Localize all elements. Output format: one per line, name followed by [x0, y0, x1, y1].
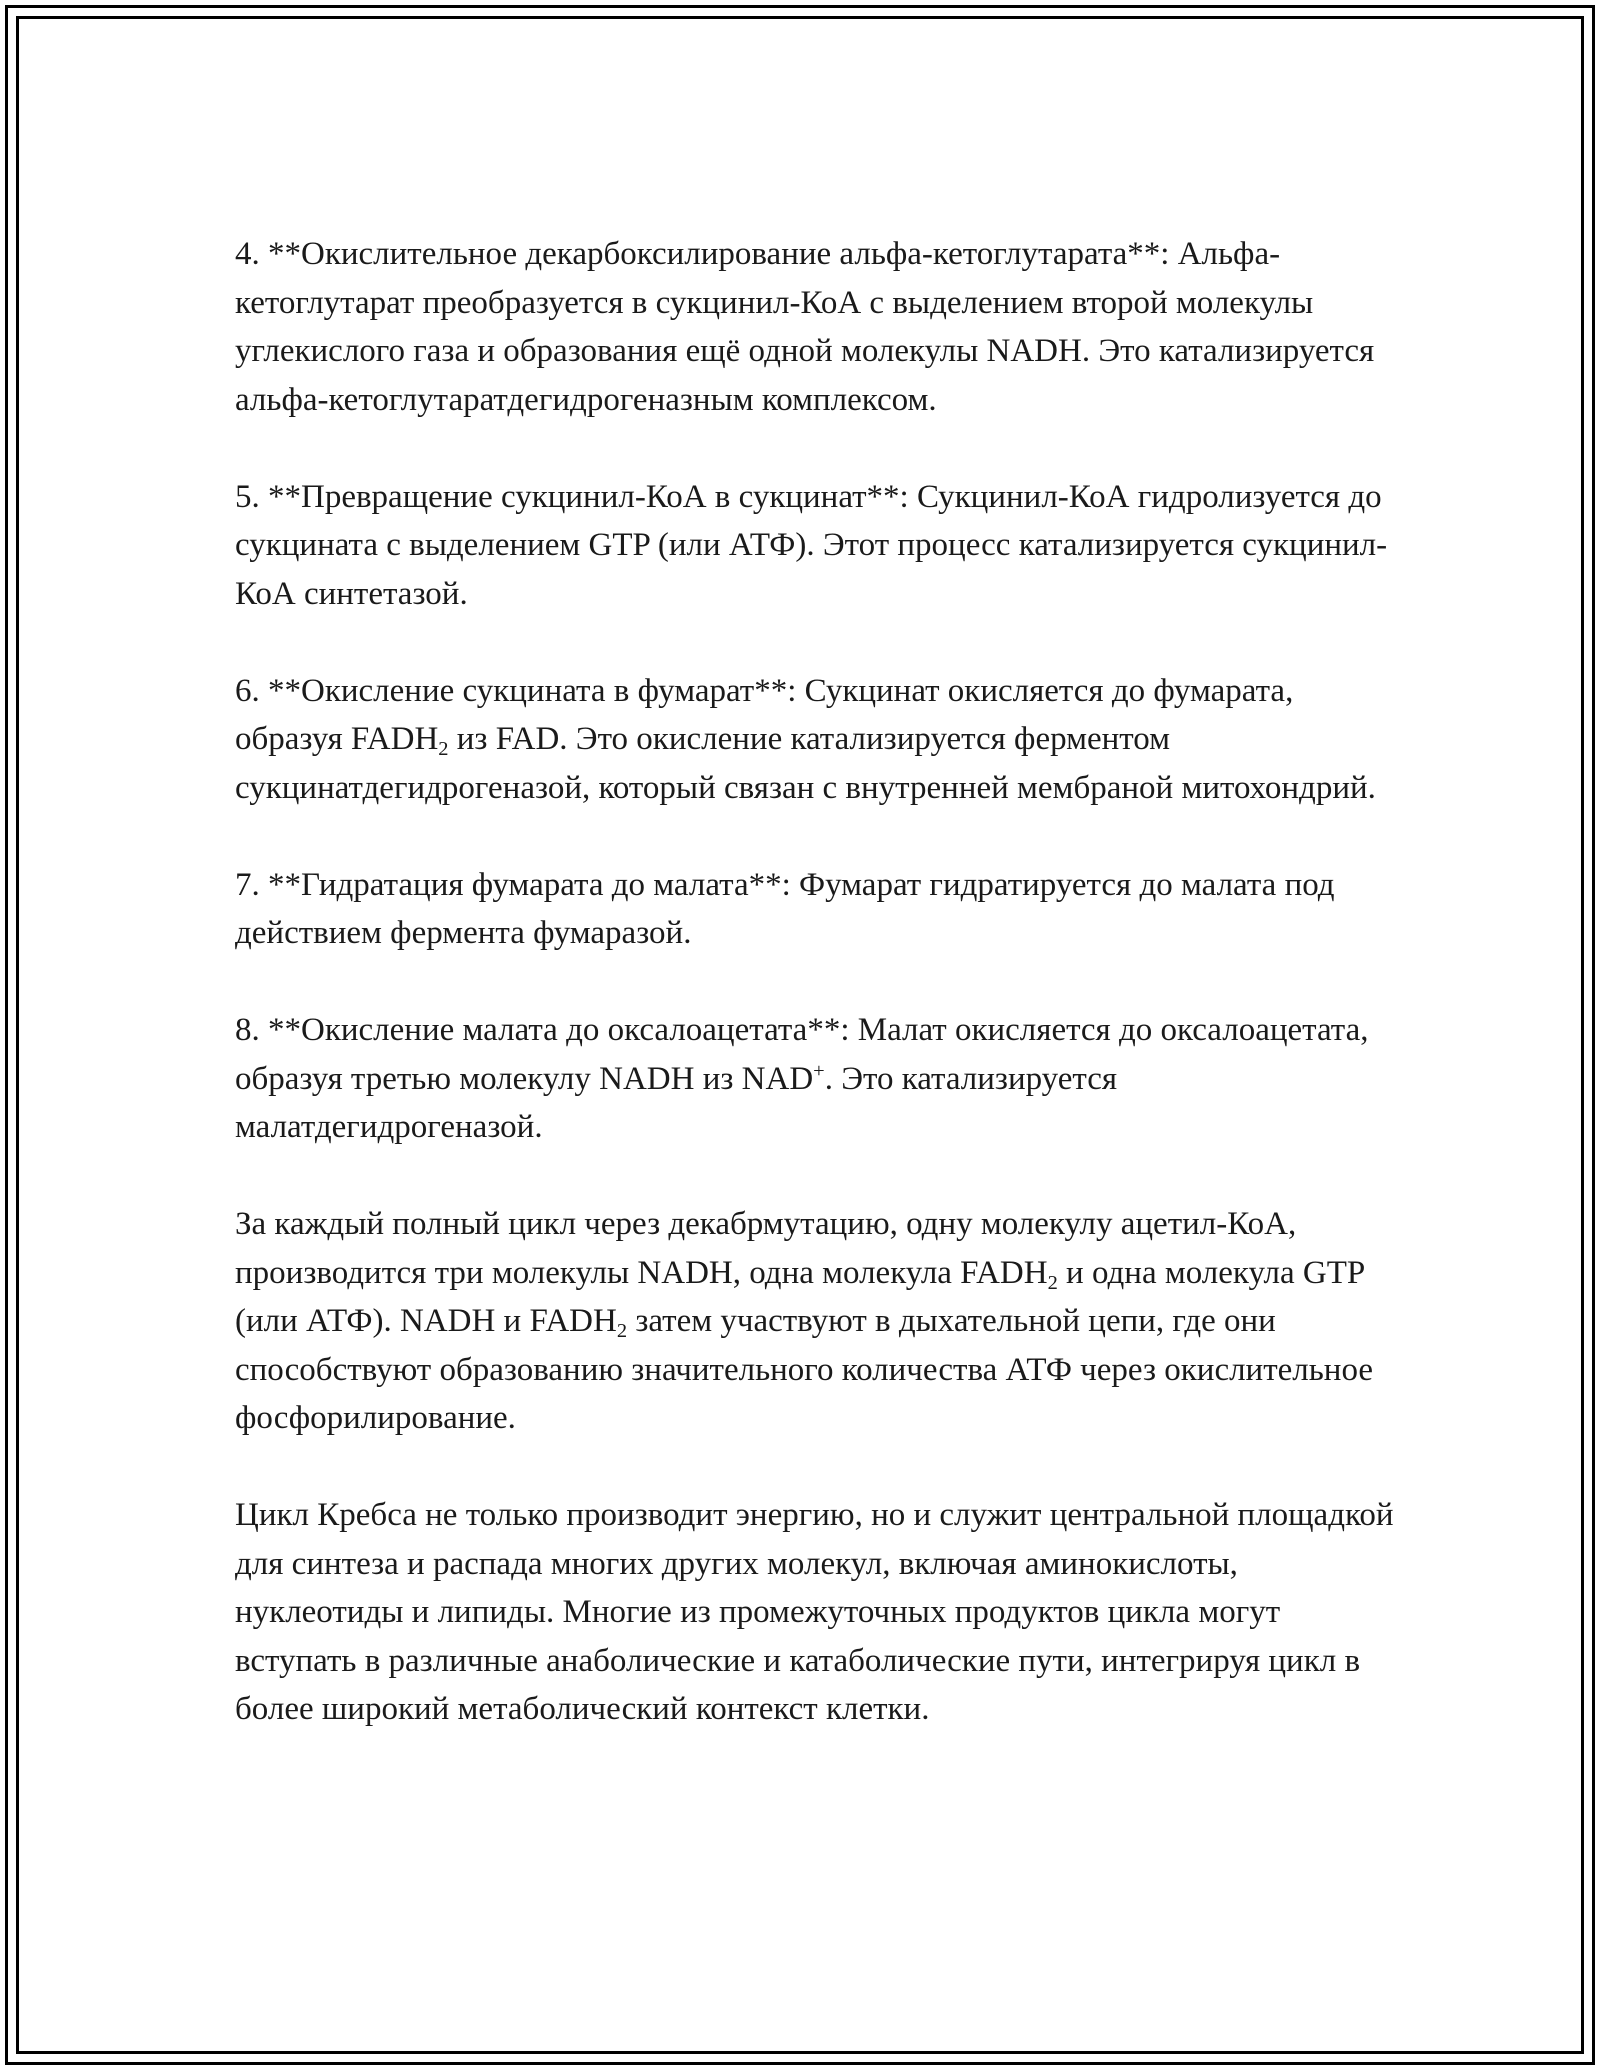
- paragraph-text: и одна молекула GTP (или АТФ). NADH и FADH: [235, 1254, 1365, 1339]
- paragraph-summary: [235, 1200, 1395, 1443]
- subscript: 2: [1047, 1271, 1058, 1294]
- paragraph-text: из FAD. Это окисление катализируется ферментом сукцинатдегидрогеназой, который связан с внутренней мембраной митохондрий.: [235, 721, 1376, 806]
- paragraph-text: 4. **Окислительное декарбоксилирование альфа-кетоглутарата**: Альфа-кетоглутарат преобразуется в сукцинил-КоА с выделением второй молекулы углекислого газа и образования ещё одной молекулы NADH. Это катализируется альфа-кетоглутаратдегидрогеназным комплексом.: [235, 236, 1375, 418]
- subscript: 2: [438, 738, 449, 761]
- document-body: [235, 230, 1395, 1734]
- paragraph-step-8: [235, 1006, 1395, 1152]
- paragraph-step-4: [235, 230, 1395, 424]
- subscript: 2: [616, 1320, 628, 1343]
- paragraph-text: затем участвуют в дыхательной цепи, где они способствуют образованию значительного количества АТФ через окислительное фосфорилирование.: [235, 1303, 1374, 1436]
- paragraph-text: Цикл Кребса не только производит энергию, но и служит центральной площадкой для синтеза и распада многих других молекул, включая аминокислоты, нуклеотиды и липиды. Многие из промежуточных продуктов цикла могут вступать в различные анаболические и катаболические пути, интегрируя цикл в более широкий метаболический контекст клетки.: [235, 1497, 1394, 1727]
- paragraph-text: 5. **Превращение сукцинил-КоА в сукцинат**: Сукцинил-КоА гидролизуется до сукцината с выделением GTP (или АТФ). Этот процесс катализируется сукцинил-КоА синтетазой.: [235, 478, 1388, 612]
- paragraph-text: 8. **Окисление малата до оксалоацетата**: Малат окисляется до оксалоацетата, образуя третью молекулу NADH из NAD: [235, 1012, 1369, 1097]
- paragraph-step-5: [235, 473, 1395, 619]
- paragraph-text: За каждый полный цикл через декабрмутацию, одну молекулу ацетил-КоА, производится три молекулы NADH, одна молекула FADH: [235, 1206, 1297, 1291]
- paragraph-step-7: [235, 861, 1395, 958]
- paragraph-text: . Это катализируется малатдегидрогеназой.: [235, 1060, 1118, 1145]
- paragraph-step-6: [235, 667, 1395, 813]
- paragraph-text: 6. **Окисление сукцината в фумарат**: Сукцинат окисляется до фумарата, образуя FADH: [235, 672, 1294, 757]
- paragraph-text: 7. **Гидратация фумарата до малата**: Фумарат гидратируется до малата под действием фермента фумаразой.: [235, 866, 1335, 951]
- paragraph-conclusion: [235, 1491, 1395, 1734]
- superscript: +: [813, 1060, 825, 1083]
